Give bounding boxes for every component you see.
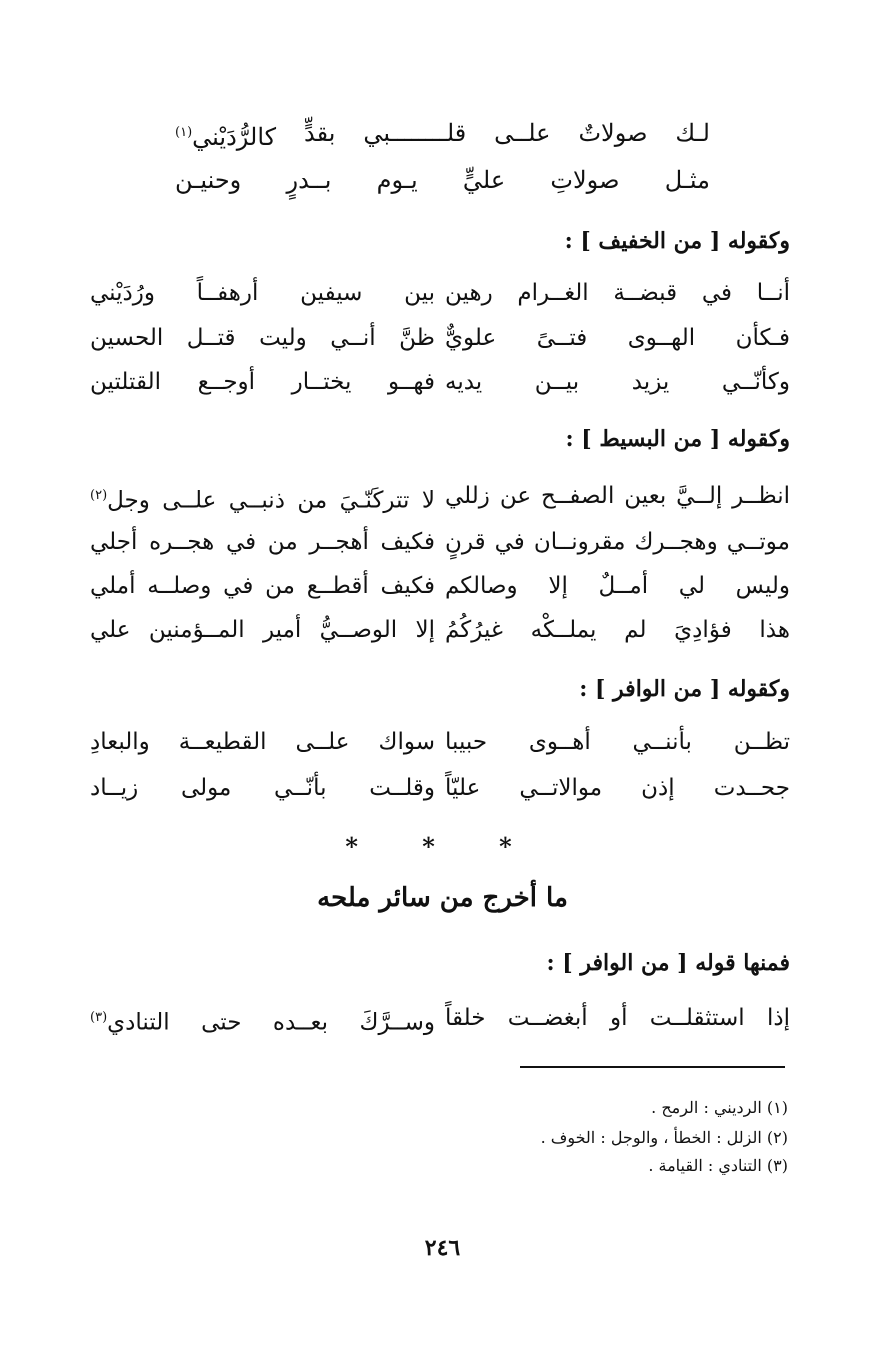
section-intro: وكقوله [ من البسيط ] : [565,426,790,452]
verse-first-hemistich: تظــن بأننــي أهــوى حبيبا [445,729,790,755]
word: كالرُّدَيْني$^{(١)}$ [175,123,277,151]
verse-row [90,524,790,560]
verse-second-hemistich: ظنَّ أنــي وليت قتــل الحسين [90,325,435,351]
verse-first-hemistich: أنــا في قبضــة الغــرام رهين [445,280,790,306]
verse-second-hemistich: فكيف أقطــع من في وصلــه أملي [90,573,435,599]
footnote-rule [520,1066,785,1068]
word: صولاتِ [550,166,620,194]
verse-second-hemistich: بين سيفين أرهفــاً ورُدَيْني [90,280,435,306]
verse-second-hemistich: وســرَّكَ بعــده حتى التنادي$^{(٣)}$ [90,1009,435,1036]
verse-second-hemistich: سواك علــى القطيعــة والبعادِ [90,729,435,755]
word: بــدرٍ [286,166,332,194]
verse-second-hemistich: وقلــت بأنّــي مولى زيــاد [90,775,435,801]
word: صولاتٌ [578,119,648,147]
section-separator: * * * [345,832,540,861]
section-intro: وكقوله [ من الخفيف ] : [564,228,790,254]
word: وحنيـن [175,166,242,194]
verse-first-hemistich: جحــدت إذن موالاتــي عليّاً [445,775,790,801]
footnote-marker: (٣) [90,1010,108,1025]
verse-first-hemistich: انظــر إلــيَّ بعين الصفــح عن زللي [445,483,790,509]
verse-row [90,275,790,311]
verse-first-hemistich: هذا فؤادِيَ لم يملــكْه غيرُكُمُ [445,617,790,643]
word: مثـل [664,166,710,194]
verse-row [90,320,790,356]
verse-first-hemistich: وكأنّــي يزيد بيــن يديه [445,369,790,395]
verse-row [90,724,790,760]
word: عليٍّ [462,166,506,194]
verse-row [90,364,790,400]
verse-second-hemistich: فهــو يختــار أوجــع القتلتين [90,369,435,395]
footnote: (١) الرديني : الرمح . [651,1098,788,1117]
verse-first-hemistich: فـكأن الهــوى فتــىً علويٌّ [445,325,790,351]
word: لـك [675,119,710,147]
verse-row [90,612,790,648]
footnote-marker: (٢) [90,488,108,503]
verse-first-hemistich: وليس لي أمــلٌ إلا وصالكم [445,573,790,599]
word: علــى [494,119,551,147]
verse-second-hemistich: لا تتركَنّـيَ من ذنبــي علــى وجل$^{(٢)}$ [90,487,435,514]
verse-second-hemistich: إلا الوصــيُّ أمير المــؤمنين علي [90,617,435,643]
footnote: (٣) التنادي : القيامة . [648,1156,788,1175]
verse-row [90,1000,790,1036]
verse-row [90,568,790,604]
word: بقدٍّ [303,119,336,147]
word: قلــــــــبي [363,119,467,147]
page-number: ٢٤٦ [424,1235,461,1261]
footnote-marker: (١) [175,125,193,140]
verse-row [90,770,790,806]
opening-couplet-line-1 [175,118,710,152]
word: يـوم [376,166,418,194]
chapter-heading: ما أخرج من سائر ملحه [317,883,568,913]
verse-first-hemistich: إذا استثقلــت أو أبغضــت خلقاً [445,1005,790,1031]
opening-couplet-line-2 [175,165,710,195]
verse-row [90,478,790,514]
section-intro: وكقوله [ من الوافر ] : [579,676,790,702]
verse-first-hemistich: موتــي وهجــرك مقرونــان في قرنٍ [445,529,790,555]
footnote: (٢) الزلل : الخطأ ، والوجل : الخوف . [540,1128,788,1147]
verse-second-hemistich: فكيف أهجــر من في هجــره أجلي [90,529,435,555]
section-intro: فمنها قوله [ من الوافر ] : [546,950,790,976]
